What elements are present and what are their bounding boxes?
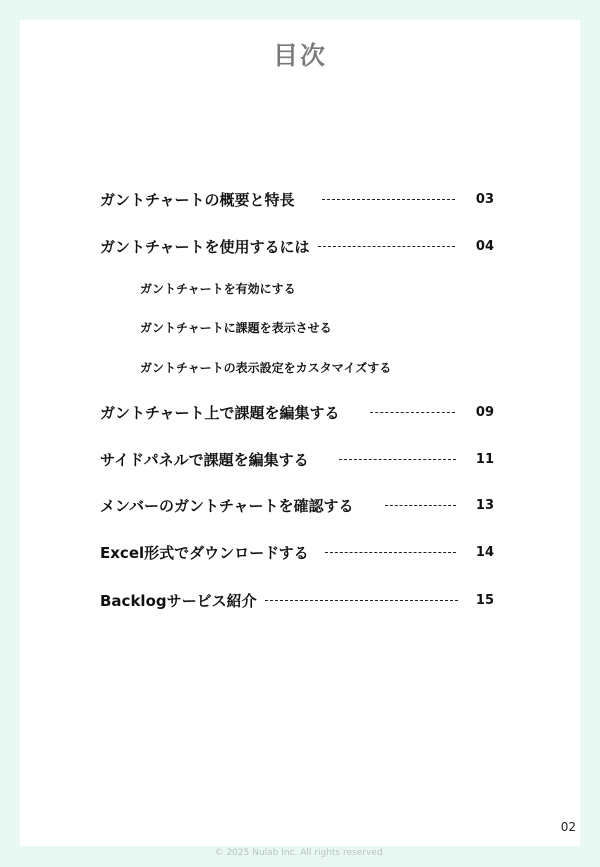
leader-dots bbox=[322, 199, 455, 200]
toc-entry-page: 13 bbox=[475, 498, 494, 513]
toc-subentry[interactable] bbox=[0, 356, 600, 380]
toc-entry-page: 03 bbox=[475, 192, 494, 207]
toc-entry-page: 04 bbox=[475, 239, 494, 254]
toc-entry[interactable] bbox=[0, 494, 600, 518]
leader-dots bbox=[318, 246, 455, 247]
leader-dots bbox=[265, 600, 458, 601]
toc-entry-label: サイドパネルで課題を編集する bbox=[100, 451, 309, 469]
toc-entry-label: ガントチャート上で課題を編集する bbox=[100, 404, 340, 422]
page-sheet bbox=[20, 20, 580, 846]
toc-entry[interactable] bbox=[0, 188, 600, 212]
toc-entry-label: ガントチャートの概要と特長 bbox=[100, 191, 295, 209]
leader-dots bbox=[385, 505, 456, 506]
toc-entry-page: 14 bbox=[475, 545, 494, 560]
leader-dots bbox=[325, 552, 456, 553]
toc-entry[interactable] bbox=[0, 401, 600, 425]
toc-subentry[interactable] bbox=[0, 277, 600, 301]
toc-entry[interactable] bbox=[0, 448, 600, 472]
toc-entry[interactable] bbox=[0, 541, 600, 565]
toc-entry-page: 11 bbox=[475, 452, 494, 467]
toc-entry[interactable] bbox=[0, 235, 600, 259]
toc-entry-label: Excel形式でダウンロードする bbox=[100, 544, 309, 562]
toc-subentry-label: ガントチャートに課題を表示させる bbox=[140, 321, 332, 335]
page-number: 02 bbox=[560, 820, 576, 834]
copyright-footer: © 2025 Nulab Inc. All rights reserved. bbox=[214, 848, 386, 858]
toc-entry-page: 15 bbox=[475, 593, 494, 608]
page-title: 目次 bbox=[272, 41, 327, 70]
toc-entry-label: メンバーのガントチャートを確認する bbox=[100, 497, 354, 515]
toc-entry[interactable] bbox=[0, 589, 600, 613]
leader-dots bbox=[339, 459, 456, 460]
toc-entry-page: 09 bbox=[475, 405, 494, 420]
leader-dots bbox=[370, 412, 455, 413]
toc-entry-label: ガントチャートを使用するには bbox=[100, 238, 310, 256]
toc-entry-label: Backlogサービス紹介 bbox=[100, 592, 257, 610]
toc-subentry-label: ガントチャートを有効にする bbox=[140, 282, 296, 296]
toc-subentry-label: ガントチャートの表示設定をカスタマイズする bbox=[140, 361, 392, 375]
toc-subentry[interactable] bbox=[0, 316, 600, 340]
